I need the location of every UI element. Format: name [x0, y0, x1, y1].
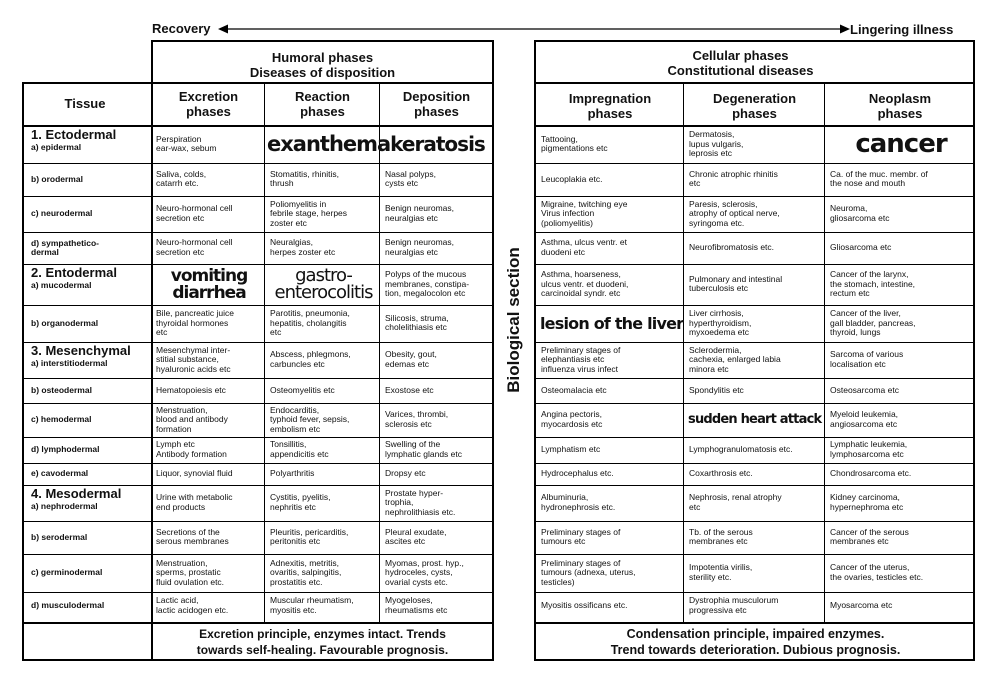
reaction-divider-line: [379, 83, 380, 623]
row-divider-line: [534, 196, 975, 197]
cellular-footer-text: Condensation principle, impaired enzymes. Trend towards deterioration. Dubious prognosis.: [610, 627, 901, 657]
tissue-label: b) serodermal: [31, 531, 88, 542]
table-cell: Neuro-hormonal cell secretion etc: [156, 204, 233, 223]
tissue-label: c) germinodermal: [31, 567, 103, 578]
table-cell: Chronic atrophic rhinitis etc: [689, 169, 778, 189]
table-cell: Cancer of the serous membranes etc: [830, 527, 909, 547]
table-cell: Cancer of the uterus, the ovaries, testicles etc.: [830, 563, 924, 582]
excretion-divider-line: [264, 83, 265, 623]
row-divider-line: [22, 305, 494, 306]
table-cell: Dropsy etc: [385, 469, 426, 479]
cellular-top-line: [534, 40, 975, 42]
row-divider-line: [534, 403, 975, 404]
table-cell: Adnexitis, metritis, ovaritis, salpingitis, prostatitis etc.: [270, 558, 342, 587]
tissue-label: b) orodermal: [31, 173, 83, 184]
table-cell: Swelling of the lymphatic glands etc: [385, 440, 463, 459]
table-cell: Impotentia virilis, sterility etc.: [689, 563, 753, 582]
tissue-label: a) interstitiodermal: [31, 358, 108, 368]
row-divider-line: [534, 342, 975, 343]
degeneration-phases-header: Degeneration phases: [712, 91, 797, 121]
table-cell: Mesenchymal inter- stitial substance, hyaluronic acids etc: [156, 345, 231, 374]
highlighted-disease-text: cancer: [855, 129, 947, 160]
table-cell: Urine with metabolic end products: [156, 493, 233, 512]
highlighted-disease-text: vomiting diarrhea: [170, 266, 248, 303]
excretion-phases-header: Excretion phases: [178, 89, 239, 119]
disease-progression-arrow-icon: [218, 22, 850, 36]
table-cell: Asthma, hoarseness, ulcus ventr. et duodeni, carcinoidal syndr. etc: [541, 270, 629, 299]
table-cell: Lymphatic leukemia, lymphosarcoma etc: [830, 440, 908, 459]
row-divider-line: [22, 196, 494, 197]
table-cell: Varices, thrombi, sclerosis etc: [385, 410, 449, 429]
table-cell: Neuro-hormonal cell secretion etc: [156, 238, 233, 257]
humoral-top-line: [152, 40, 494, 42]
table-cell: Tb. of the serous membranes etc: [689, 527, 753, 547]
table-cell: Preliminary stages of elephantiasis etc influenza virus infect: [541, 345, 621, 374]
highlighted-disease-text: exanthema: [267, 131, 391, 156]
humoral-header-line: [22, 82, 494, 84]
table-cell: Parotitis, pneumonia, hepatitis, cholangitis etc: [270, 309, 350, 338]
table-cell: Stomatitis, rhinitis, thrush: [270, 169, 339, 189]
highlighted-disease-text: keratosis: [390, 132, 485, 156]
tissue-label: b) organodermal: [31, 317, 99, 328]
table-cell: Kidney carcinoma, hypernephroma etc: [830, 493, 904, 512]
row-divider-line: [22, 232, 494, 233]
highlighted-disease-text: gastro- enterocolitis: [274, 265, 373, 304]
table-cell: Preliminary stages of tumours (adnexa, uterus, testicles): [541, 558, 636, 587]
tissue-label: a) nephrodermal: [31, 501, 98, 511]
table-cell: Tonsillitis, appendicitis etc: [270, 440, 329, 459]
table-cell: Pleuritis, pericarditis, peritonitis etc: [270, 527, 349, 547]
table-cell: Benign neuromas, neuralgias etc: [385, 238, 454, 257]
table-cell: Polyps of the mucous membranes, constipa- tion, megalocolon etc: [385, 270, 470, 299]
table-cell: Sarcoma of various localisation etc: [830, 350, 904, 369]
impregnation-phases-header: Impregnation phases: [568, 91, 652, 121]
lingering-illness-label: Lingering illness: [850, 22, 954, 37]
reaction-phases-header: Reaction phases: [295, 89, 350, 119]
table-cell: Osteomalacia etc: [541, 385, 607, 395]
table-cell: Neurofibromatosis etc.: [689, 243, 775, 253]
bottom-line-left: [22, 659, 494, 661]
table-cell: Tattooing, pigmentations etc: [541, 134, 608, 154]
table-cell: Liquor, synovial fluid: [156, 469, 233, 479]
table-cell: Nephrosis, renal atrophy etc: [689, 493, 782, 512]
table-cell: Paresis, sclerosis, atrophy of optical nerve, syringoma etc.: [689, 199, 780, 228]
bottom-line-right: [534, 659, 975, 661]
table-cell: Coxarthrosis etc.: [689, 469, 753, 479]
cellular-prognosis-footer: [536, 626, 975, 658]
recovery-label: Recovery: [152, 21, 211, 36]
table-cell: Cancer of the larynx, the stomach, intestine, rectum etc: [830, 270, 916, 299]
table-cell: Saliva, colds, catarrh etc.: [156, 169, 207, 189]
table-cell: Pulmonary and intestinal tuberculosis etc: [689, 274, 783, 294]
table-cell: Neuroma, gliosarcoma etc: [830, 204, 890, 223]
cellular-header-line: [534, 82, 975, 84]
table-cell: Prostate hyper- trophia, nephrolithiasis etc.: [385, 488, 456, 517]
table-cell: Nasal polyps, cysts etc: [385, 169, 437, 189]
row-divider-line: [534, 485, 975, 486]
tissue-label: d) musculodermal: [31, 600, 105, 611]
table-cell: Benign neuromas, neuralgias etc: [385, 204, 454, 223]
table-cell: Lactic acid, lactic acidogen etc.: [156, 596, 229, 615]
row-divider-line: [534, 163, 975, 164]
table-cell: Silicosis, struma, cholelithiasis etc: [385, 313, 449, 333]
table-cell: Osteomyelitis etc: [270, 385, 335, 395]
degeneration-divider-line: [824, 83, 825, 623]
table-cell: Spondylitis etc: [689, 385, 744, 395]
table-cell: Abscess, phlegmons, carbuncles etc: [270, 350, 351, 369]
table-cell: Perspiration ear-wax, sebum: [156, 134, 217, 154]
row-divider-line: [534, 437, 975, 438]
row-divider-line: [22, 521, 494, 522]
row-divider-line: [22, 403, 494, 404]
row-divider-line: [22, 163, 494, 164]
table-cell: Menstruation, sperms, prostatic fluid ovulation etc.: [156, 558, 225, 587]
table-cell: Sclerodermia, cachexia, enlarged labia minora etc: [689, 345, 781, 374]
table-cell: Osteosarcoma etc: [830, 385, 899, 395]
table-cell: Lymph etc Antibody formation: [156, 440, 227, 459]
tissue-label: c) neurodermal: [31, 208, 93, 219]
table-cell: Neuralgias, herpes zoster etc: [270, 238, 336, 257]
tissue-label: b) osteodermal: [31, 384, 92, 395]
table-cell: Preliminary stages of tumours etc: [541, 527, 621, 547]
highlighted-disease-text: lesion of the liver: [540, 313, 684, 333]
footer-line-right: [534, 622, 975, 624]
tissue-label: a) mucodermal: [31, 280, 92, 290]
table-cell: Hematopoiesis etc: [156, 385, 226, 395]
table-cell: Myomas, prost. hyp., hydroceles, cysts, ovarial cysts etc.: [385, 558, 464, 587]
row-divider-line: [22, 378, 494, 379]
table-cell: Bile, pancreatic juice thyroidal hormones etc: [156, 309, 234, 338]
row-divider-line: [534, 521, 975, 522]
table-cell: Leucoplakia etc.: [541, 174, 603, 184]
tissue-divider-line: [151, 40, 153, 661]
table-cell: Myosarcoma etc: [830, 601, 893, 611]
tissue-label: a) epidermal: [31, 142, 82, 152]
table-cell: Obesity, gout, edemas etc: [385, 350, 437, 369]
cellular-left-line: [534, 40, 536, 661]
table-cell: Angina pectoris, myocardosis etc: [541, 410, 603, 429]
table-cell: Chondrosarcoma etc.: [830, 469, 912, 479]
tissue-group-label: 2. Entodermal: [31, 265, 117, 280]
table-cell: Menstruation, blood and antibody formation: [156, 405, 228, 434]
row-divider-line: [534, 463, 975, 464]
tissue-label: d) sympathetico- dermal: [31, 237, 100, 257]
table-cell: Exostose etc: [385, 385, 434, 395]
neoplasm-phases-header: Neoplasm phases: [868, 91, 932, 121]
table-cell: Ca. of the muc. membr. of the nose and mouth: [830, 169, 928, 189]
tissue-label: d) lymphodermal: [31, 444, 100, 455]
table-cell: Dermatosis, lupus vulgaris, leprosis etc: [689, 130, 744, 159]
table-cell: Poliomyelitis in febrile stage, herpes zoster etc: [270, 199, 348, 228]
table-cell: Cancer of the liver, gall bladder, pancreas, thyroid, lungs: [830, 309, 916, 338]
table-cell: Hydrocephalus etc.: [541, 469, 614, 479]
row-divider-line: [534, 592, 975, 593]
table-cell: Migraine, twitching eye Virus infection (poliomyelitis): [541, 199, 628, 228]
row-divider-line: [22, 463, 494, 464]
table-cell: Polyarthritis: [270, 469, 315, 479]
table-cell: Albuminuria, hydronephrosis etc.: [541, 493, 616, 512]
humoral-footer-text: Excretion principle, enzymes intact. Trends towards self-healing. Favourable prognosis.: [196, 627, 449, 657]
row-divider-line: [534, 378, 975, 379]
row-divider-line: [534, 554, 975, 555]
tissue-group-label: 1. Ectodermal: [31, 127, 117, 142]
tissue-group-label: 4. Mesodermal: [31, 486, 122, 501]
tissue-label: c) hemodermal: [31, 414, 92, 425]
footer-line-left: [22, 622, 494, 624]
left-border-line: [22, 83, 24, 661]
tissue-label: e) cavodermal: [31, 468, 89, 479]
humoral-phases-title: Humoral phases Diseases of disposition: [249, 50, 396, 80]
table-cell: Lymphogranulomatosis etc.: [689, 445, 793, 455]
row-divider-line: [534, 264, 975, 265]
table-cell: Pleural exudate, ascites etc: [385, 527, 447, 547]
biological-section-label: Biological section: [504, 247, 523, 393]
table-cell: Myositis ossificans etc.: [541, 601, 628, 611]
table-cell: Endocarditis, typhoid fever, sepsis, embolism etc: [270, 405, 350, 434]
table-cell: Myeloid leukemia, angiosarcoma etc: [830, 410, 899, 429]
table-cell: Dystrophia musculorum progressiva etc: [689, 596, 779, 615]
deposition-phases-header: Deposition phases: [402, 89, 471, 119]
cellular-phases-title: Cellular phases Constitutional diseases: [667, 48, 814, 78]
table-cell: Asthma, ulcus ventr. et duodeni etc: [541, 238, 627, 257]
row-divider-line: [534, 305, 975, 306]
humoral-prognosis-footer: [152, 626, 493, 658]
row-divider-line: [22, 592, 494, 593]
table-cell: Muscular rheumatism, myositis etc.: [270, 596, 354, 615]
row-divider-line: [22, 437, 494, 438]
column-header-line-right: [534, 125, 975, 127]
row-divider-line: [22, 554, 494, 555]
highlighted-disease-text: sudden heart attack: [688, 411, 822, 427]
row-divider-line: [534, 232, 975, 233]
humoral-right-line: [492, 40, 494, 661]
table-cell: Myogeloses, rheumatisms etc: [385, 596, 448, 615]
table-cell: Secretions of the serous membranes: [156, 527, 229, 547]
table-cell: Liver cirrhosis, hyperthyroidism, myxoedema etc: [689, 309, 752, 338]
tissue-group-label: 3. Mesenchymal: [31, 343, 131, 358]
impregnation-divider-line: [683, 83, 684, 623]
table-cell: Lymphatism etc: [541, 445, 601, 455]
table-cell: Gliosarcoma etc: [830, 243, 892, 253]
tissue-column-header: Tissue: [64, 96, 106, 111]
table-cell: Cystitis, pyelitis, nephritis etc: [270, 493, 331, 512]
